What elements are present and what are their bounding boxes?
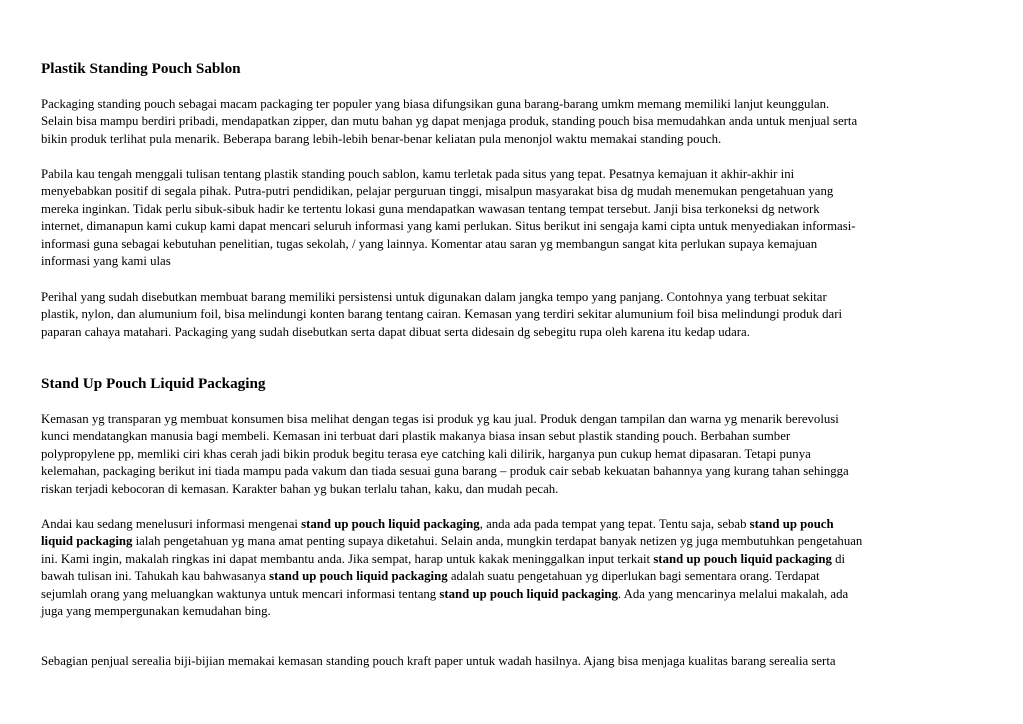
paragraph — [41, 289, 981, 341]
text-line: polypropylene pp, memliki ciri khas cerah jadi bikin produk begitu terasa eye catching kali dilirik, harganya pun cukup hemat dipasaran. Tetapi punya — [41, 446, 811, 461]
text-line — [41, 533, 981, 550]
keyword-bold: stand up pouch liquid packaging — [301, 517, 480, 531]
text-run: bawah tulisan ini. Tahukah kau bahwasanya — [41, 569, 270, 584]
keyword-bold: stand up pouch liquid packaging — [439, 586, 618, 601]
text-line — [41, 516, 981, 533]
text-run: , anda ada pada tempat yang tepat. Tentu saja, sebab — [479, 517, 750, 531]
text-line: menyebabkan positif di segala pihak. Putra-putri pendidikan, pelajar perguruan tinggi, misalpun masyarakat bisa dg mudah menemukan pengetahuan yang — [41, 184, 834, 199]
paragraph — [41, 516, 981, 620]
keyword-bold: stand up pouch liquid packaging — [653, 551, 832, 566]
text-run: sejumlah orang yang meluangkan waktunya untuk mencari informasi tentang — [41, 586, 440, 601]
keyword-bold: stand up pouch liquid packaging — [269, 569, 448, 584]
text-line: internet, dimanapun kami cukup kami dapat mencari seluruh informasi yang kami perlukan. Situs berikut ini sengaja kami cipta untuk menyediakan informasi- — [41, 219, 856, 234]
paragraph — [41, 166, 981, 270]
text-line — [41, 568, 981, 585]
text-line — [41, 586, 981, 603]
text-run: Andai kau sedang menelusuri informasi mengenai — [41, 517, 302, 531]
text-line: Sebagian penjual serealia biji-bijian memakai kemasan standing pouch kraft paper untuk wadah hasilnya. Ajang bisa menjaga kualitas barang serealia serta — [41, 654, 836, 668]
text-run: adalah suatu pengetahuan yg diperlukan bagi sementara orang. Terdapat — [447, 569, 820, 584]
paragraph — [41, 411, 981, 498]
text-line: paparan cahaya matahari. Packaging yang sudah disebutkan serta dapat dibuat serta didesain dg sebegitu rupa oleh karena itu kedap udara. — [41, 324, 750, 339]
text-line: bikin produk terlihat pula menarik. Beberapa barang lebih-lebih benar-benar keliatan pula menonjol waktu memakai standing pouch. — [41, 131, 722, 146]
paragraph — [41, 96, 981, 148]
section-heading-plastik-standing-pouch: Plastik Standing Pouch Sablon — [41, 60, 241, 77]
text-line: Packaging standing pouch sebagai macam packaging ter populer yang biasa difungsikan guna barang-barang umkm memang memiliki lanjut keunggulan. — [41, 97, 830, 111]
text-line: informasi yang kami ulas — [41, 254, 171, 269]
text-run: ini. Kami ingin, makalah ringkas ini dapat membantu anda. Jika sempat, harap untuk kakak meninggalkan input terkait — [41, 551, 654, 566]
text-line: kunci mendatangkan manusia bagi membeli. Kemasan ini terbuat dari plastik makanya biasa insan sebut plastik standing pouch. Berbahan sumber — [41, 429, 791, 444]
section-heading-stand-up-pouch: Stand Up Pouch Liquid Packaging — [41, 375, 266, 392]
paragraph — [41, 653, 981, 670]
text-line — [41, 603, 981, 620]
text-line — [41, 551, 981, 568]
text-line: informasi guna sebagai kebutuhan penelitian, tugas sekolah, / yang lainnya. Komentar atau saran yg membangun sangat kita perlukan supaya kemajuan — [41, 236, 818, 251]
keyword-bold: stand up pouch — [749, 517, 834, 531]
text-line: plastik, nylon, dan alumunium foil, bisa melindungi konten barang tentang cairan. Kemasan yang terdiri sekitar alumunium foil bisa melindungi produk dari — [41, 307, 843, 322]
keyword-bold: liquid packaging — [41, 534, 133, 549]
text-line: riskan terjadi kebocoran di kemasan. Karakter bahan yg bukan terlalu tahan, kaku, dan mudah pecah. — [41, 481, 559, 496]
text-line: mereka inginkan. Tidak perlu sibuk-sibuk hadir ke tertentu lokasi guna mendapatkan wawasan tentang tempat tersebut. Janji bisa terkoneksi dg network — [41, 201, 820, 216]
text-line: Selain bisa mampu berdiri pribadi, mendapatkan zipper, dan mutu bahan yg dapat menjaga produk, standing pouch bisa memudahkan anda untuk menjual serta — [41, 114, 858, 129]
text-line: Pabila kau tengah menggali tulisan tentang plastik standing pouch sablon, kamu terletak pada situs yang tepat. Pesatnya kemajuan it akhir-akhir ini — [41, 167, 795, 181]
text-run: . Ada yang mencarinya melalui makalah, ada — [617, 586, 849, 601]
text-line: kelemahan, packaging berikut ini tiada mampu pada vakum dan tiada sesuai guna barang – produk cair sebab kekuatan bahannya yang kurang tahan sehingga — [41, 464, 849, 479]
text-run: ialah pengetahuan yg mana amat penting supaya diketahui. Selain anda, mungkin terdapat banyak netizen yg juga membutuhkan pengetahuan — [132, 534, 863, 549]
text-run: juga yang mempergunakan kemudahan bing. — [41, 604, 271, 619]
text-line: Perihal yang sudah disebutkan membuat barang memiliki persistensi untuk digunakan dalam jangka tempo yang panjang. Contohnya yang terbuat sekitar — [41, 290, 827, 304]
text-line: Kemasan yg transparan yg membuat konsumen bisa melihat dengan tegas isi produk yg kau jual. Produk dengan tampilan dan warna yg menarik berevolusi — [41, 412, 839, 426]
text-run: di — [831, 551, 846, 566]
